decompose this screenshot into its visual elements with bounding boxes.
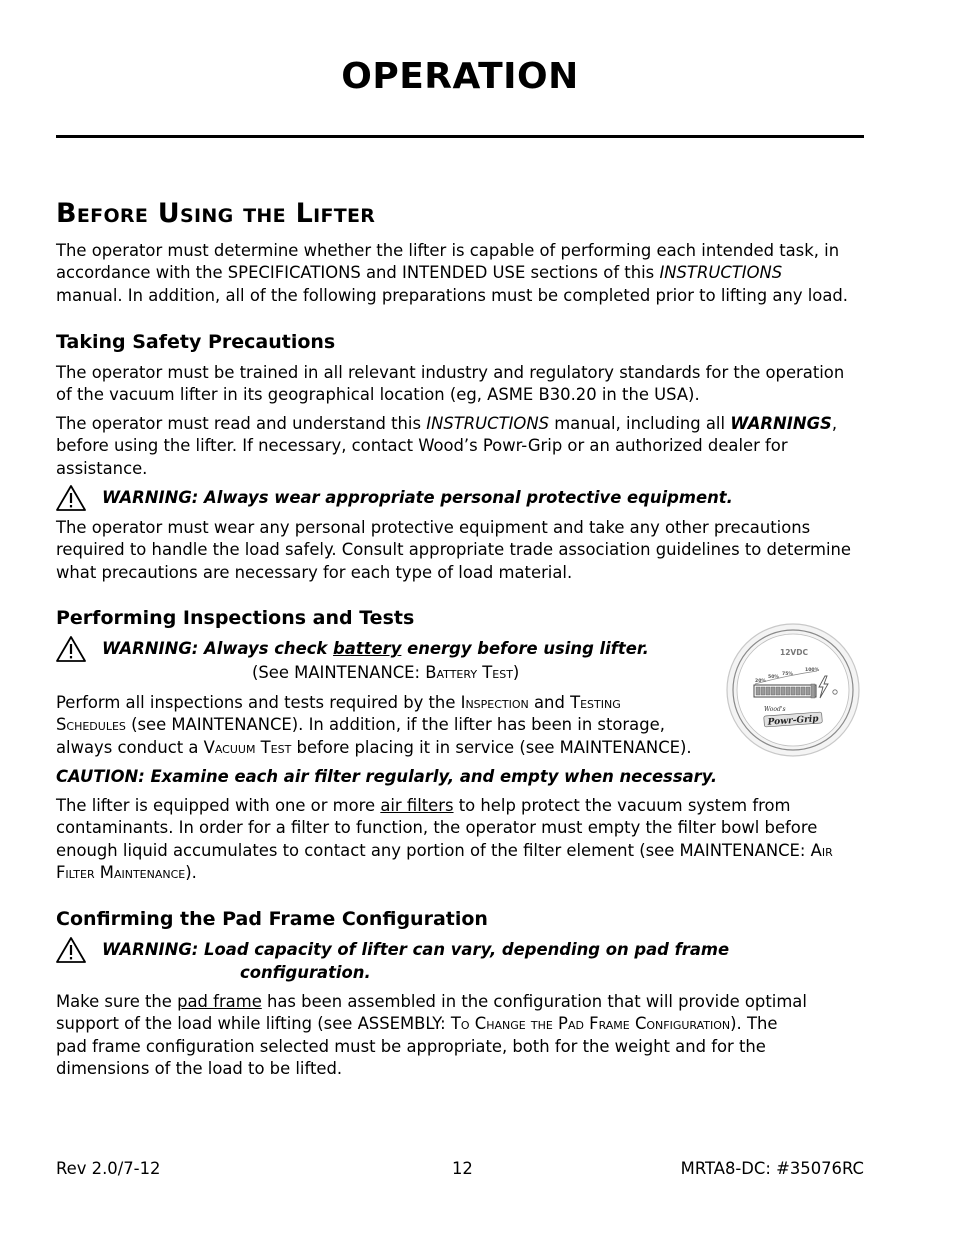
inspections-paragraph: Perform all inspections and tests required by the Inspection and Testing Schedules (see MAINTENANCE). In addition, if the lifter has been in storage, always conduct a Vacuum Test before placing it in service (see MAINTENANCE). <box>56 693 692 757</box>
footer-document-id: MRTA8-DC: #35076RC <box>680 1159 864 1178</box>
caution-air-filter: CAUTION: Examine each air filter regularly, and empty when necessary. <box>56 767 718 786</box>
warning-triangle-icon <box>56 937 86 963</box>
intro-paragraph: The operator must determine whether the lifter is capable of performing each intended task, in accordance with the SPECIFICATIONS and INTENDED USE sections of this INSTRUCTIONS manual. In addition, all of the following preparations must be completed prior to lifting any load. <box>56 241 848 305</box>
svg-text:100%: 100% <box>805 668 820 673</box>
air-filter-paragraph: The lifter is equipped with one or more air filters to help protect the vacuum system from contaminants. In order for a filter to function, the operator must empty the filter bowl before enough liquid accumulates to contact any portion of the filter element (see MAINTENANCE: Air Filter Maintenance). <box>56 796 833 883</box>
title-divider <box>56 135 864 138</box>
battery-gauge-icon <box>722 620 864 758</box>
svg-text:75%: 75% <box>782 672 793 677</box>
safety-paragraph-2: The operator must read and understand this INSTRUCTIONS manual, including all WARNINGS, before using the lifter. If necessary, contact Wood’s Powr-Grip or an authorized dealer for assistance. <box>56 414 838 478</box>
safety-paragraph-1: The operator must be trained in all relevant industry and regulatory standards for the operation of the vacuum lifter in its geographical location (eg, ASME B30.20 in the USA). <box>56 363 845 405</box>
warning-triangle-icon <box>56 485 86 511</box>
document-page: OPERATION Before Using the Lifter The operator must determine whether the lifter is capable of performing each intended task, in accordance with the SPECIFICATIONS and INTENDED USE sections of this INSTRUCTIONS manual. In addition, all of the following preparations must be completed prior to lifting any load. Taking Safety Precautions The operator must be trained in all relevant industry and regulatory standards for the operation of the vacuum lifter in its geographical location (eg, ASME B30.20 in the USA). The operator must read and understand this INSTRUCTIONS manual, including all WARNINGS, before using the lifter. If necessary, contact Wood’s Powr-Grip or an authorized dealer for assistance. WARNING: Always wear appropriate personal protective equipment. The operator must wear any personal protective equipment and take any other precautions required to handle the load safely. Consult appropriate trade association guidelines to determine what precautions are necessary for each type of load material. Performing Inspections and Tests WARNING: Always check battery energy before using lifter. (See MAINTENANCE: Battery Test) Perform all inspections and tests required by the Inspection and Testing Schedules (see MAINTENANCE). In addition, if the lifter has been in storage, always conduct a Vacuum Test before placing it in service (see MAINTENANCE). 12VDC 20% 50% 75% 100% Wood's Powr-Grip CAUTION: Examine each air filter regularly, and empty when necessary. The lifter is equipped with one or more air filters to help protect the vacuum system from contaminants. In order for a filter to function, the operator must empty the filter bowl before enough liquid accumulates to contact any portion of the filter element (see MAINTENANCE: Air Filter Maintenance). Confirming the Pad Frame Configuration WARNING: Load capacity of lifter can vary, depending on pad frame configuration. Make sure the pad frame has been assembled in the configuration that will provide optimal support of the load while lifting (see ASSEMBLY: To Change the Pad Frame Configuration). The pad frame configuration selected must be appropriate, both for the weight and for the dimensions of the load to be lifted. Rev 2.0/7-12 12 MRTA8-DC: #35076RC <box>0 0 954 1235</box>
battery-meter-image <box>722 620 864 758</box>
pad-frame-paragraph: Make sure the pad frame has been assembled in the configuration that will provide optimal support of the load while lifting (see ASSEMBLY: To Change the Pad Frame Configuration). The pad frame configuration selected must be appropriate, both for the weight and for the dimensions of the load to be lifted. <box>56 992 807 1079</box>
svg-text:20%: 20% <box>755 679 766 684</box>
subheading-inspections-tests: Performing Inspections and Tests <box>56 607 415 629</box>
subheading-pad-frame: Confirming the Pad Frame Configuration <box>56 908 488 930</box>
safety-paragraph-3: The operator must wear any personal protective equipment and take any other precautions required to handle the load safely. Consult appropriate trade association guidelines to determine what precautions are necessary for each type of load material. <box>56 518 851 582</box>
svg-text:12VDC: 12VDC <box>780 648 808 657</box>
warning-triangle-icon <box>56 636 86 662</box>
footer-revision: Rev 2.0/7-12 <box>56 1159 161 1178</box>
svg-text:Powr-Grip: Powr-Grip <box>767 714 819 728</box>
svg-text:50%: 50% <box>768 675 779 680</box>
svg-text:Wood's: Wood's <box>764 706 786 713</box>
section-heading-before-using: Before Using the Lifter <box>56 198 376 229</box>
battery-test-reference: (See MAINTENANCE: Battery Test) <box>252 663 520 682</box>
page-title: OPERATION <box>341 56 579 97</box>
subheading-safety-precautions: Taking Safety Precautions <box>56 331 336 353</box>
footer-page-number: 12 <box>452 1159 473 1178</box>
